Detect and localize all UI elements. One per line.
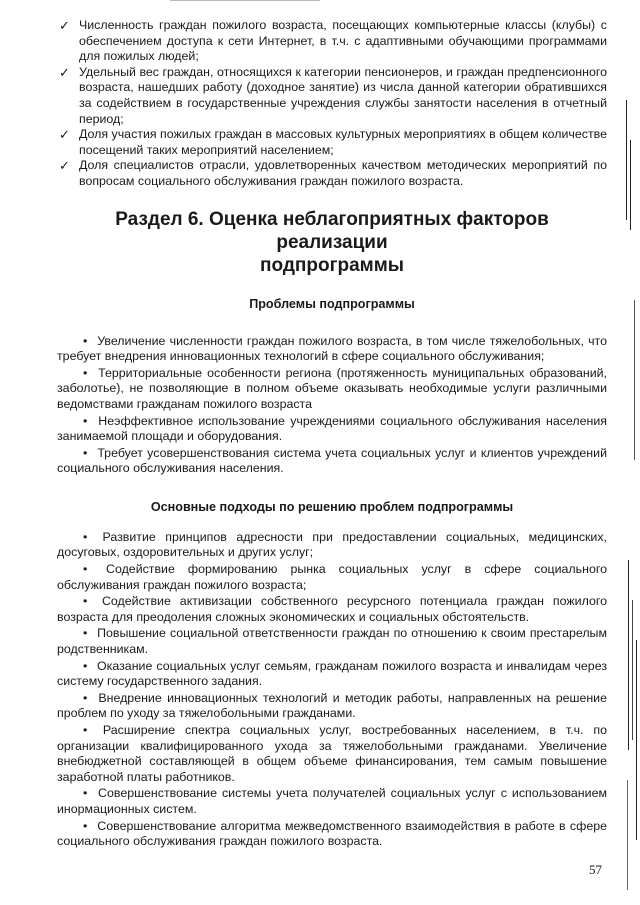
- indicator-item: [57, 65, 607, 127]
- section-title-line-1: Раздел 6. Оценка неблагоприятных факторов реализации: [115, 208, 549, 253]
- approach-item: [57, 594, 607, 625]
- problem-text: Увеличение численности граждан пожилого возраста, в том числе тяжелобольных, что требует внедрения инновационных технологий в сфере социального обслуживания;: [57, 333, 607, 364]
- problem-text: Требует усовершенствования система учета социальных услуг и клиентов учреждений социального обслуживания населения.: [57, 445, 607, 476]
- problem-item: [57, 446, 607, 477]
- bullet-icon: •: [83, 445, 88, 460]
- checkmark-icon: ✓: [59, 64, 70, 80]
- bullet-icon: •: [83, 562, 88, 577]
- problem-item: [57, 414, 607, 445]
- bullet-icon: •: [83, 658, 88, 673]
- approach-text: Внедрение инновационных технологий и методик работы, направленных на решение проблем по уходу за тяжелобольными гражданами.: [57, 690, 607, 721]
- approach-item: [57, 562, 607, 593]
- bullet-icon: •: [83, 690, 88, 705]
- approach-text: Содействие активизации собственного ресурсного потенциала граждан пожилого возраста для преодоления сложных экономических и социальных обстоятельств.: [57, 594, 607, 624]
- bullet-icon: •: [83, 413, 88, 428]
- scan-top-rule: [170, 0, 320, 1]
- indicator-text: Удельный вес граждан, относящихся к категории пенсионеров, и граждан предпенсионного возраста, нашедших работу (доходное занятие) из числа данной категории обратившихся за содействием в государственные учреждения службы занятости населения в отчетный период;: [79, 64, 607, 126]
- approach-text: Развитие принципов адресности при предоставлении социальных, медицинских, досуговых, оздоровительных и других услуг;: [57, 529, 607, 560]
- approach-text: Повышение социальной ответственности граждан по отношению к своим престарелым родственникам.: [57, 626, 607, 657]
- problem-item: [57, 334, 607, 365]
- bullet-icon: •: [83, 626, 88, 641]
- approaches-heading: Основные подходы по решению проблем подпрограммы: [150, 499, 514, 514]
- approach-text: Совершенствование алгоритма межведомственного взаимодействия в работе в сфере социального обслуживания граждан пожилого возраста.: [57, 818, 607, 849]
- page-content: [57, 18, 607, 851]
- indicator-text: Доля специалистов отрасли, удовлетворенных качеством методических мероприятий по вопросам социального обслуживания граждан пожилого возраста.: [79, 158, 607, 188]
- problem-text: Территориальные особенности региона (протяженность муниципальных образований, заболотье), не позволяющие в полном объеме оказывать необходимые услуги различными ведомствами гражданам пожилого возраста: [57, 365, 607, 411]
- indicator-item: [57, 127, 607, 158]
- bullet-icon: •: [83, 818, 88, 833]
- page-number: 57: [589, 862, 602, 877]
- problems-list: [57, 334, 607, 477]
- approach-item: [57, 530, 607, 561]
- approach-item: [57, 723, 607, 785]
- indicator-text: Доля участия пожилых граждан в массовых культурных мероприятиях в общем количестве посещений таких мероприятий населением;: [79, 127, 607, 157]
- checkmark-icon: ✓: [59, 18, 70, 33]
- problem-item: [57, 366, 607, 413]
- bullet-icon: •: [83, 365, 88, 380]
- problems-heading: Проблемы подпрограммы: [249, 296, 415, 311]
- approach-text: Совершенствование системы учета получателей социальных услуг с использованием инормационных систем.: [57, 786, 607, 816]
- checkmark-icon: ✓: [59, 127, 70, 143]
- section-title-line-2: подпрограммы: [259, 254, 404, 276]
- approach-item: [57, 626, 607, 657]
- indicator-item: [57, 158, 607, 189]
- problem-text: Неэффективное использование учреждениями социального обслуживания населения занимаемой площади и оборудования.: [57, 413, 607, 444]
- approach-text: Содействие формированию рынка социальных услуг в сфере социального обслуживания граждан пожилого возраста;: [57, 562, 607, 592]
- bullet-icon: •: [83, 333, 88, 348]
- approach-item: [57, 786, 607, 817]
- bullet-icon: •: [83, 594, 88, 609]
- approach-item: [57, 659, 607, 690]
- approaches-list: [57, 530, 607, 850]
- approach-text: Расширение спектра социальных услуг, востребованных населением, в т.ч. по организации квалифицированного ухода за тяжелобольными гражданами. Увеличение внебюджетной составляющей в общем объеме финансирования, тем самым повышение заработной платы работников.: [57, 723, 607, 784]
- approach-text: Оказание социальных услуг семьям, гражданам пожилого возраста и инвалидам через систему государственного задания.: [57, 658, 607, 689]
- approach-item: [57, 819, 607, 850]
- approach-item: [57, 691, 607, 722]
- section-title: [57, 208, 607, 277]
- indicator-text: Численность граждан пожилого возраста, посещающих компьютерные классы (клубы) с обеспечением доступа к сети Интернет, в т.ч. с адаптивными обучающими программами для пожилых людей;: [79, 18, 607, 64]
- bullet-icon: •: [83, 723, 88, 737]
- indicator-item: [57, 18, 607, 65]
- indicator-list: [57, 18, 607, 190]
- checkmark-icon: ✓: [59, 158, 70, 174]
- bullet-icon: •: [83, 786, 88, 801]
- bullet-icon: •: [83, 529, 88, 544]
- scan-edge-artifact: [622, 0, 640, 905]
